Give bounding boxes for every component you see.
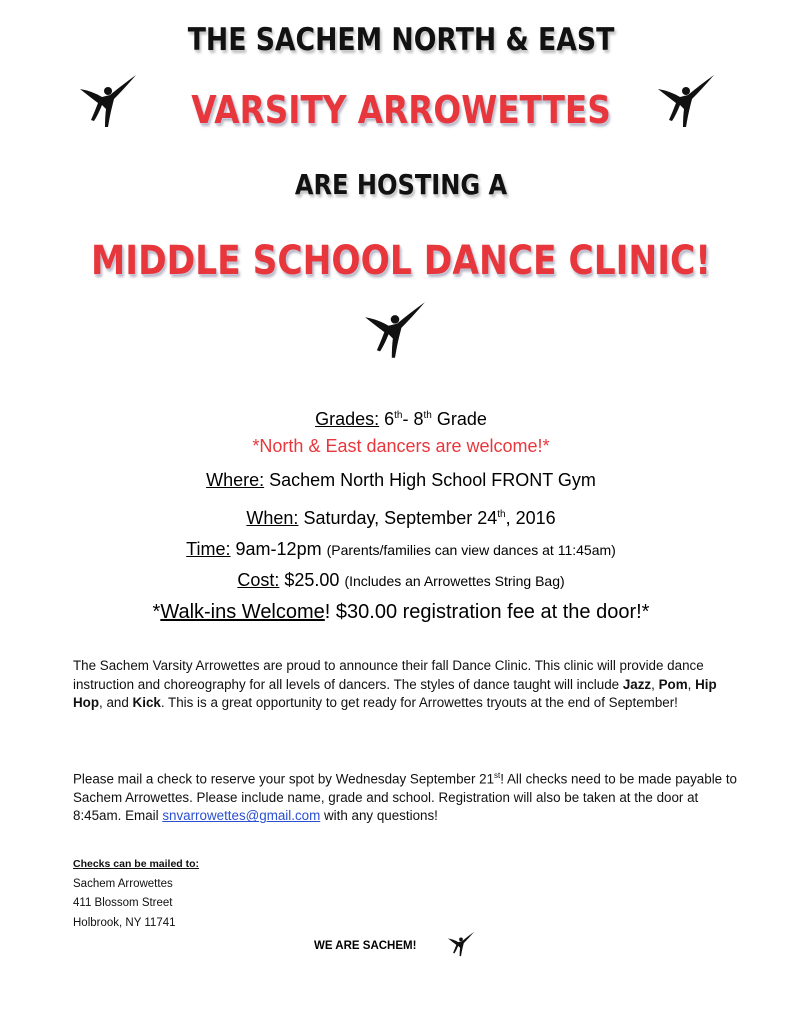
dancer-icon [356, 298, 434, 362]
email-link[interactable]: snvarrowettes@gmail.com [162, 808, 321, 824]
grades-label: Grades: [315, 409, 380, 429]
registration-paragraph [73, 767, 743, 826]
heading-line-1: THE SACHEM NORTH & EAST [187, 22, 615, 58]
when-line [0, 501, 802, 532]
paragraph2-text-a: Please mail a check to reserve your spot by Wednesday September 21 [73, 771, 495, 787]
walkin-star: * [152, 601, 161, 623]
paragraph2-sup: st [494, 771, 501, 780]
when-label: When: [246, 508, 299, 528]
mailing-header: Checks can be mailed to: [73, 858, 200, 870]
walkin-label: Walk-ins Welcome [160, 601, 325, 623]
when-value-a: Saturday, September 24 [303, 508, 498, 528]
where-line [0, 466, 802, 494]
when-value-b: , 2016 [505, 508, 556, 528]
time-line [0, 535, 802, 564]
cost-value: $25.00 [284, 570, 340, 590]
paragraph1-text-b: . This is a great opportunity to get ready for Arrowettes tryouts at the end of September! [160, 695, 678, 710]
walkin-value: ! $30.00 registration fee at the door!* [324, 601, 650, 623]
where-value: Sachem North High School FRONT Gym [269, 470, 596, 490]
style-kick: Kick [132, 695, 161, 710]
dancer-icon [656, 70, 716, 132]
paragraph2-text-b: ! All checks need to be made payable to Sachem Arrowettes. Please include name, grade and school. Registration will also be taken at the door at 8:45am. Email [73, 771, 738, 824]
grades-sup-a: th [394, 410, 403, 421]
heading-line-2: VARSITY ARROWETTES [191, 88, 611, 132]
description-paragraph [73, 657, 743, 713]
paragraph1-sep3: , and [99, 695, 133, 710]
heading-line-3: ARE HOSTING A [294, 168, 508, 201]
dancer-icon [78, 70, 138, 132]
footer-text: WE ARE SACHEM! [314, 940, 417, 952]
grades-line [0, 402, 802, 433]
style-pom: Pom [658, 676, 688, 692]
paragraph1-sep2: , [687, 676, 696, 692]
walkin-line [0, 598, 802, 626]
style-jazz: Jazz [622, 676, 652, 692]
mailing-street: 411 Blossom Street [73, 897, 173, 909]
time-value: 9am-12pm [235, 539, 322, 559]
grades-sup-b: th [423, 410, 432, 421]
cost-label: Cost: [237, 570, 280, 590]
when-sup: th [497, 509, 506, 520]
grades-value-a: 6 [384, 409, 395, 429]
cost-note: (Includes an Arrowettes String Bag) [344, 573, 565, 589]
paragraph1-text-a: The Sachem Varsity Arrowettes are proud to announce their fall Dance Clinic. This clinic will provide dance instruction and choreography for all levels of dancers. The styles of dance taught will include [73, 658, 704, 692]
heading-line-4: MIDDLE SCHOOL DANCE CLINIC! [91, 238, 711, 284]
grades-value-c: Grade [436, 409, 487, 429]
mailing-address [73, 856, 199, 931]
mailing-name: Sachem Arrowettes [73, 877, 173, 890]
cost-line [0, 566, 802, 595]
where-label: Where: [206, 470, 265, 490]
paragraph1-sep1: , [651, 676, 659, 692]
mailing-city: Holbrook, NY 11741 [73, 916, 176, 929]
time-label: Time: [186, 539, 231, 559]
dancer-icon [446, 930, 476, 958]
welcome-line: *North & East dancers are welcome!* [252, 436, 550, 456]
paragraph2-text-c: with any questions! [320, 808, 438, 824]
grades-value-b: - 8 [402, 409, 424, 429]
time-note: (Parents/families can view dances at 11:45am) [326, 542, 616, 558]
style-hiphop: Hip Hop [73, 676, 717, 710]
